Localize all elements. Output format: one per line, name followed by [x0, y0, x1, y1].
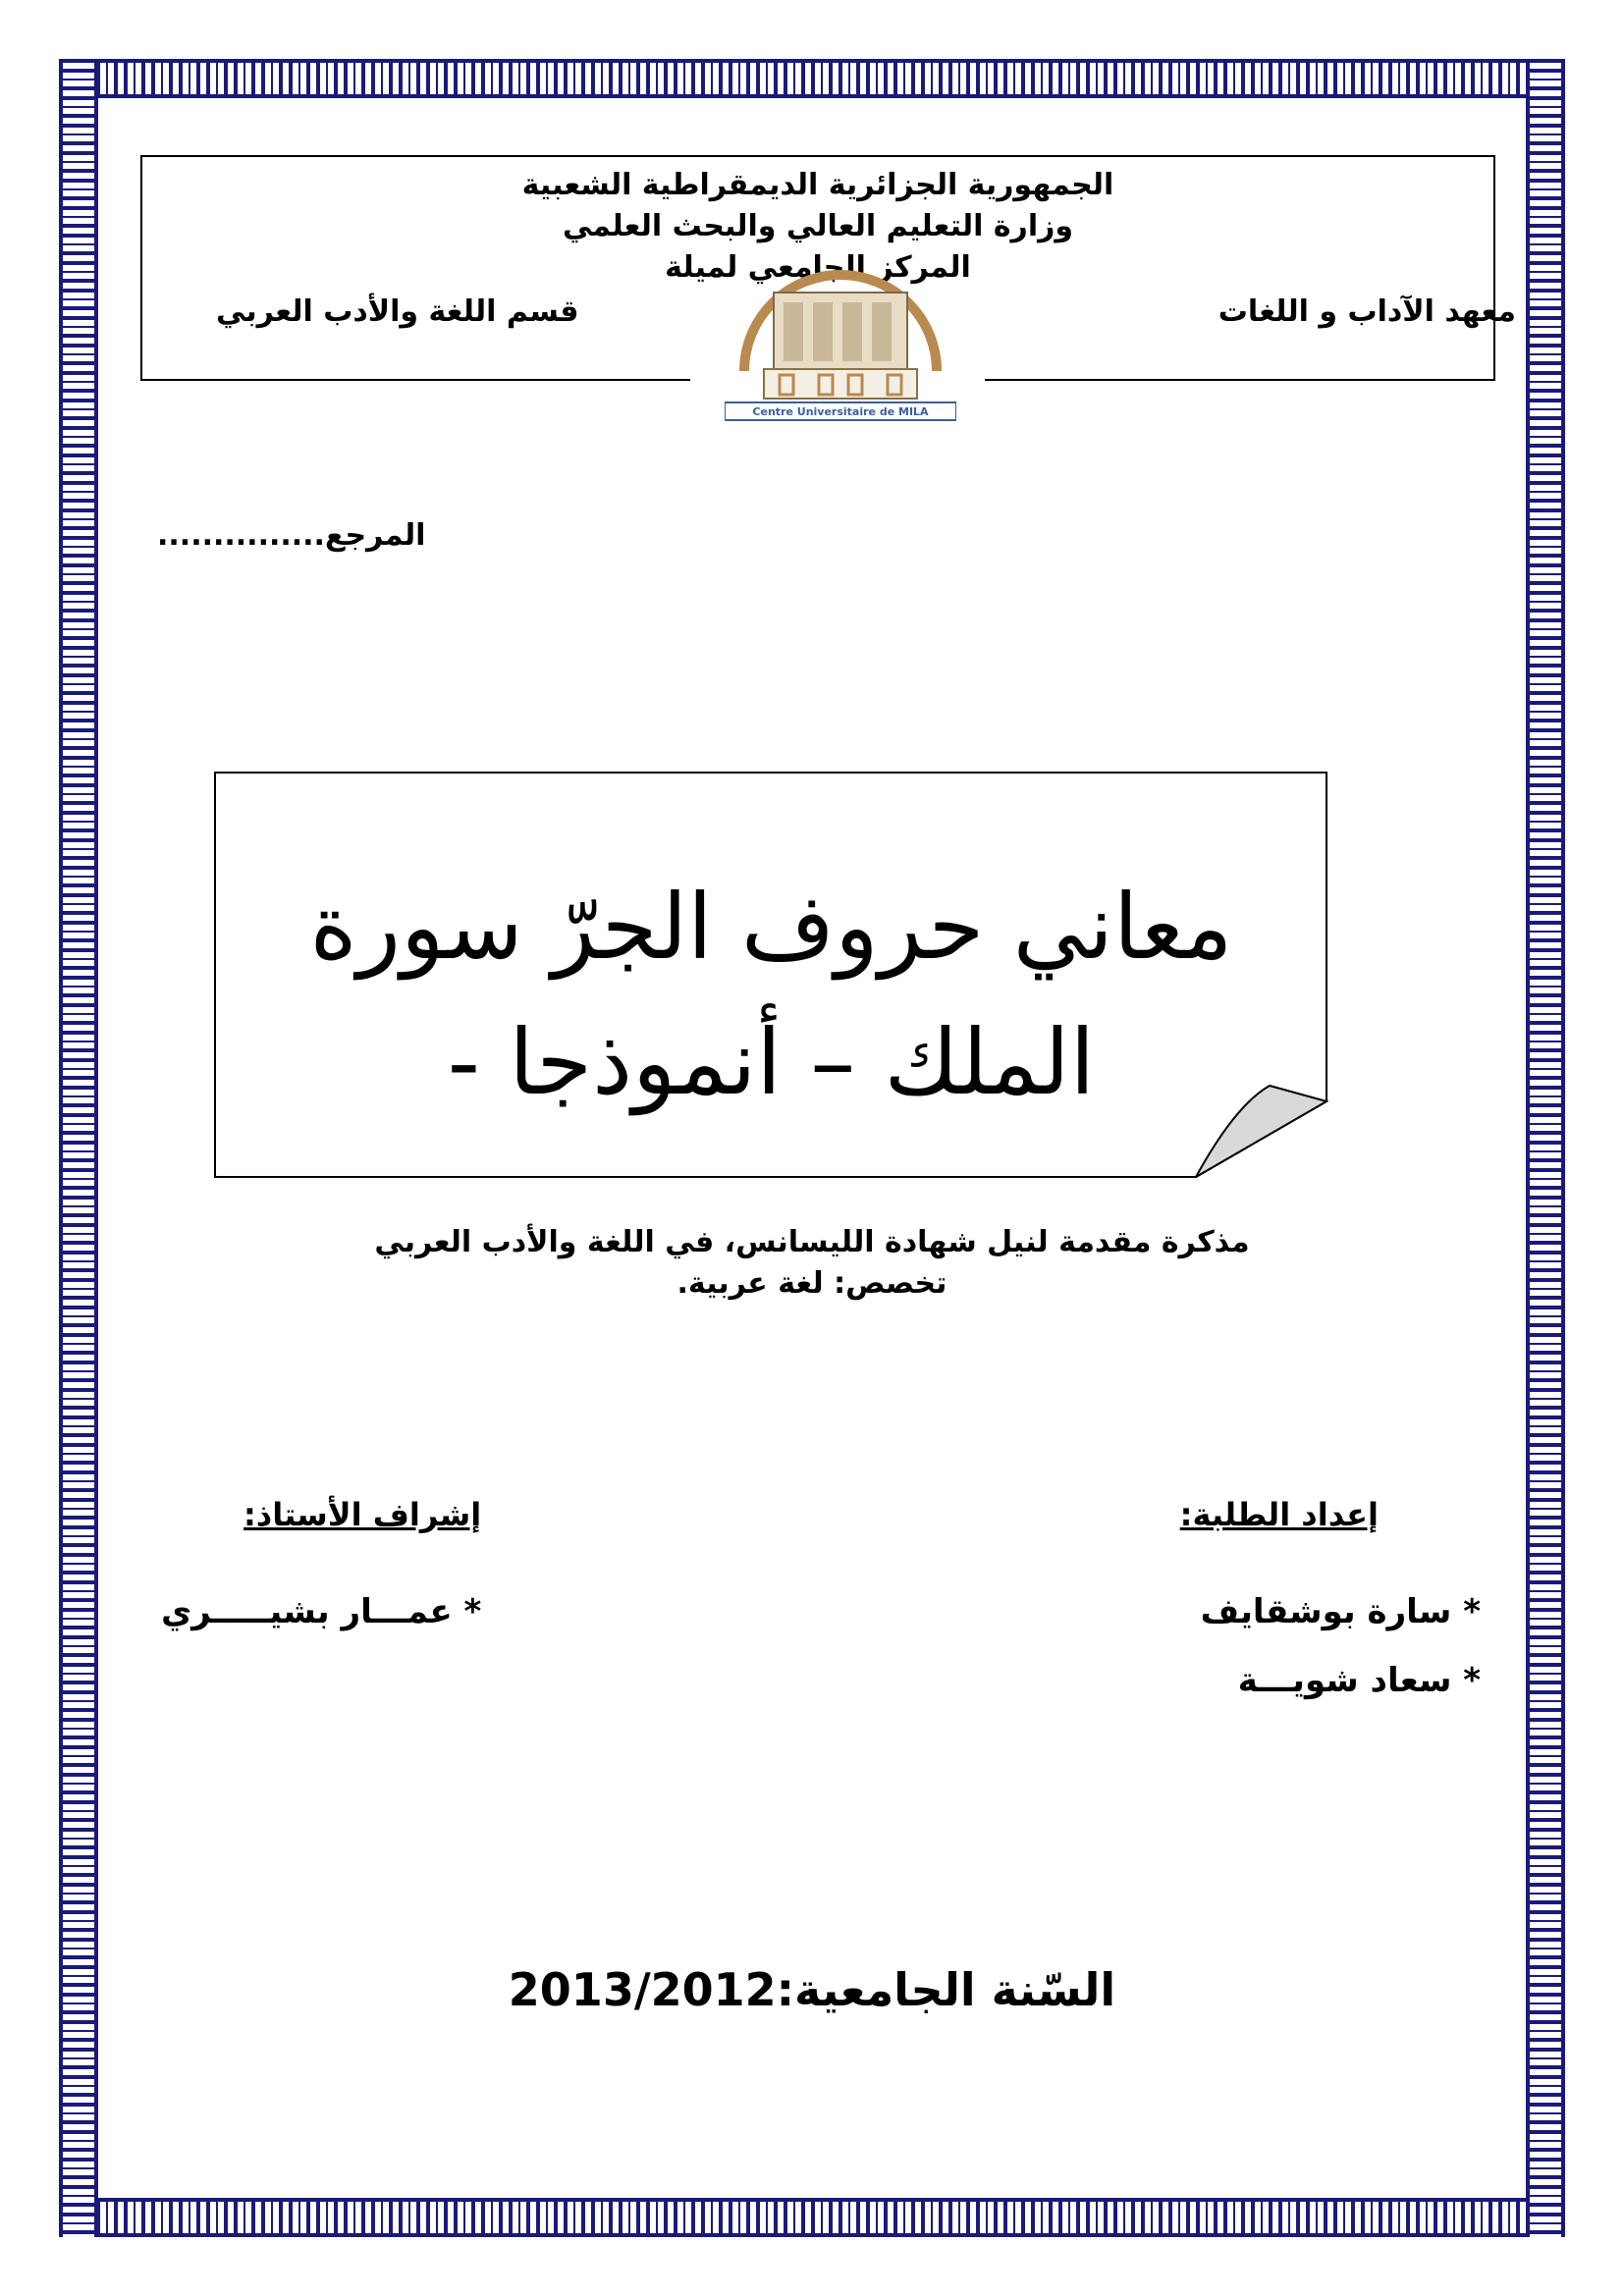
- thesis-description: [0, 1222, 1624, 1305]
- reference-number: المرجع...............: [157, 518, 426, 553]
- academic-year: السّنة الجامعية:2013/2012: [508, 1963, 1116, 2016]
- student-name: * سارة بوشقايف: [1200, 1592, 1481, 1631]
- description-line-2: تخصص: لغة عربية.: [677, 1266, 947, 1301]
- supervisor-label: إشراف الأستاذ:: [244, 1496, 482, 1533]
- title-note: [214, 772, 1328, 1178]
- header-center: المركز الجامعي لميلة: [665, 250, 971, 285]
- title-line-2: الملك – أنموذجا -: [447, 1010, 1096, 1115]
- title-line-1: معاني حروف الجرّ سورة: [309, 875, 1233, 980]
- border-bottom: [59, 2198, 1565, 2237]
- department-name: قسم اللغة والأدب العربي: [216, 294, 579, 329]
- header-republic: الجمهورية الجزائرية الديمقراطية الشعبية: [521, 168, 1114, 202]
- students-label: إعداد الطلبة:: [1179, 1496, 1379, 1533]
- description-line-1: مذكرة مقدمة لنيل شهادة الليسانس، في اللغة والأدب العربي: [374, 1225, 1250, 1259]
- thesis-title: [234, 860, 1309, 1131]
- logo-caption: Centre Universitaire de MILA: [752, 405, 929, 418]
- supervisor-name: * عمـــار بشيـــــري: [161, 1592, 482, 1631]
- border-right: [1526, 59, 1565, 2237]
- institute-name: معهد الآداب و اللغات: [1218, 294, 1516, 329]
- header-ministry: وزارة التعليم العالي والبحث العلمي: [562, 209, 1074, 243]
- university-logo: [725, 253, 956, 422]
- border-top: [59, 59, 1565, 98]
- student-name: * سعاد شويـــة: [1237, 1661, 1481, 1700]
- border-left: [59, 59, 98, 2237]
